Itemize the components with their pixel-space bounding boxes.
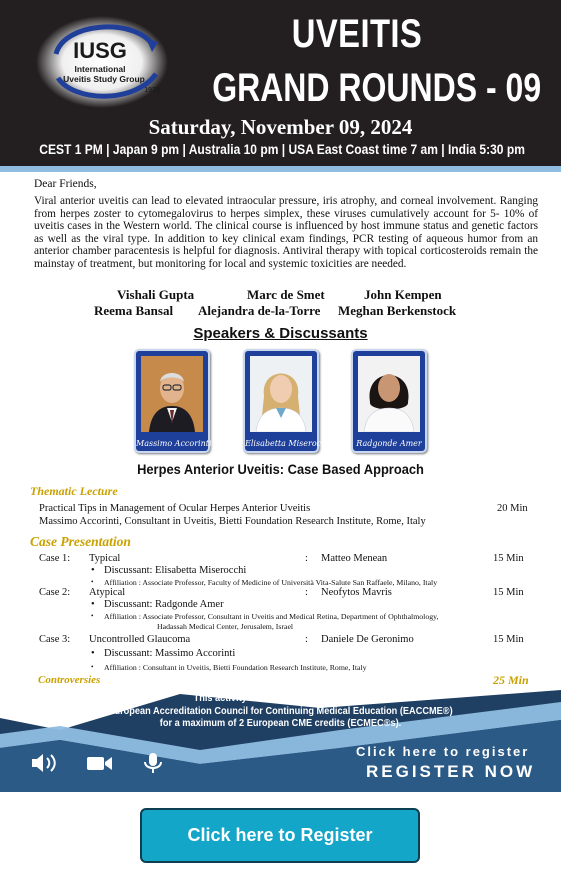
event-title-line2: GRAND ROUNDS - 09 — [212, 66, 542, 110]
bullet-icon: • — [91, 578, 94, 586]
case-title: Typical — [89, 553, 121, 564]
speaker-name: Radgonde Amer — [356, 439, 422, 448]
case-affiliation-cont: Hadassah Medical Center, Jerusalem, Israel — [157, 622, 294, 631]
case-discussant: Discussant: Radgonde Amer — [104, 599, 224, 610]
register-now-button[interactable]: REGISTER NOW — [366, 762, 536, 781]
speaker-card — [134, 349, 210, 453]
case-colon: : — [305, 634, 308, 645]
portrait-icon — [250, 356, 312, 432]
case-title: Uncontrolled Glaucoma — [89, 634, 191, 645]
speaker-icon[interactable] — [30, 752, 58, 774]
organizer-name: Alejandra de-la-Torre — [198, 303, 321, 318]
bullet-icon: • — [91, 612, 94, 620]
intro-paragraph: Viral anterior uveitis can lead to elevated intraocular pressure, iris atrophy, and corneal involvement. Ranging from herpes zoster to cytomegalovirus to herpes simplex, these viruses cumulatively account for 5- 10% of uveitis cases in the Western world. The clinical course is influenced by host immune status and genetic factors as well as the viral type. In addition to key clinical exam findings, PCR testing of aqueous humor from an anterior chamber paracentesis is helpful for diagnosis. Antiviral therapy with topical corticosteroids remain the mainstay of treatment, but monitoring for local and systemic toxicities are needed. — [34, 195, 538, 270]
thematic-speaker: Massimo Accorinti, Consultant in Uveitis, Bietti Foundation Research Institute, Rome, Italy — [39, 516, 426, 527]
case-presenter: Daniele De Geronimo — [321, 634, 414, 645]
controversies-duration: 25 Min — [493, 673, 529, 687]
logo-acronym: IUSG — [73, 38, 127, 63]
register-button[interactable]: Click here to Register — [140, 808, 420, 863]
case-duration: 15 Min — [493, 587, 524, 598]
case-duration: 15 Min — [493, 634, 524, 645]
case-discussant: Discussant: Elisabetta Miserocchi — [104, 565, 247, 576]
session-title: Herpes Anterior Uveitis: Case Based Approach — [137, 461, 424, 477]
greeting: Dear Friends, — [34, 178, 97, 190]
thematic-heading: Thematic Lecture — [30, 484, 118, 498]
organizer-name: Marc de Smet — [247, 287, 325, 302]
speakers-heading: Speakers & Discussants — [193, 325, 368, 342]
speaker-photo — [141, 356, 203, 432]
organizer-name: Meghan Berkenstock — [338, 303, 457, 318]
accreditation-line1: This activity has been accredited by the — [193, 693, 368, 704]
case-label: Case 2: — [39, 587, 71, 598]
portrait-icon — [358, 356, 420, 432]
case-affiliation: Affiliation : Associate Professor, Faculty of Medicine of Università Vita-Salute San Raffaele, Milano, Italy — [104, 578, 438, 587]
speaker-name: Elisabetta Miserocchi — [245, 439, 334, 448]
register-link-text[interactable]: Click here to register — [356, 744, 530, 759]
speaker-name: Massimo Accorinti — [136, 439, 212, 448]
speaker-card — [351, 349, 427, 453]
bullet-icon: • — [91, 663, 94, 671]
case-presenter: Matteo Menean — [321, 553, 388, 564]
bullet-icon: • — [91, 565, 95, 576]
logo-line1: International — [74, 64, 126, 74]
speaker-photo — [250, 356, 312, 432]
thematic-duration: 20 Min — [497, 503, 528, 514]
cases-heading: Case Presentation — [30, 534, 131, 549]
accreditation-line3: for a maximum of 2 European CME credits (ECMEC®s). — [159, 718, 402, 729]
case-label: Case 1: — [39, 553, 71, 564]
bullet-icon: • — [91, 648, 95, 659]
camera-icon[interactable] — [86, 752, 114, 774]
accreditation-notice — [22, 693, 538, 731]
case-title: Atypical — [89, 587, 126, 598]
iusg-logo — [34, 14, 174, 110]
organizer-name: Vishali Gupta — [117, 287, 195, 302]
portrait-icon — [141, 356, 203, 432]
event-times: CEST 1 PM | Japan 9 pm | Australia 10 pm | USA East Coast time 7 am | India 5:30 pm — [39, 141, 525, 157]
event-title-line1: UVEITIS — [291, 12, 423, 56]
case-duration: 15 Min — [493, 553, 524, 564]
case-affiliation: Affiliation : Consultant in Uveitis, Bietti Foundation Research Institute, Rome, Italy — [104, 663, 367, 672]
case-discussant: Discussant: Massimo Accorinti — [104, 648, 236, 659]
event-date: Saturday, November 09, 2024 — [148, 115, 413, 139]
case-colon: : — [305, 553, 308, 564]
bullet-icon: • — [91, 599, 95, 610]
case-colon: : — [305, 587, 308, 598]
case-label: Case 3: — [39, 634, 71, 645]
accreditation-line2: European Accreditation Council for Continuing Medical Education (EACCME®) — [108, 705, 453, 717]
speaker-card — [243, 349, 334, 453]
organizer-name: John Kempen — [364, 287, 442, 302]
case-presenter: Neofytos Mavris — [321, 587, 392, 598]
organizer-name: Reema Bansal — [94, 303, 174, 318]
thematic-title: Practical Tips in Management of Ocular Herpes Anterior Uveitis — [39, 503, 311, 514]
microphone-icon[interactable] — [139, 752, 167, 774]
speaker-photo — [358, 356, 420, 432]
header-divider — [0, 166, 561, 172]
case-affiliation: Affiliation : Associate Professor, Consultant in Uveitis and Medical Retina, Department of Ophthalmology, — [104, 612, 439, 621]
logo-year: 1978 — [144, 87, 160, 94]
logo-line2: Uveitis Study Group — [63, 74, 145, 84]
controversies-label: Controversies — [38, 674, 101, 686]
